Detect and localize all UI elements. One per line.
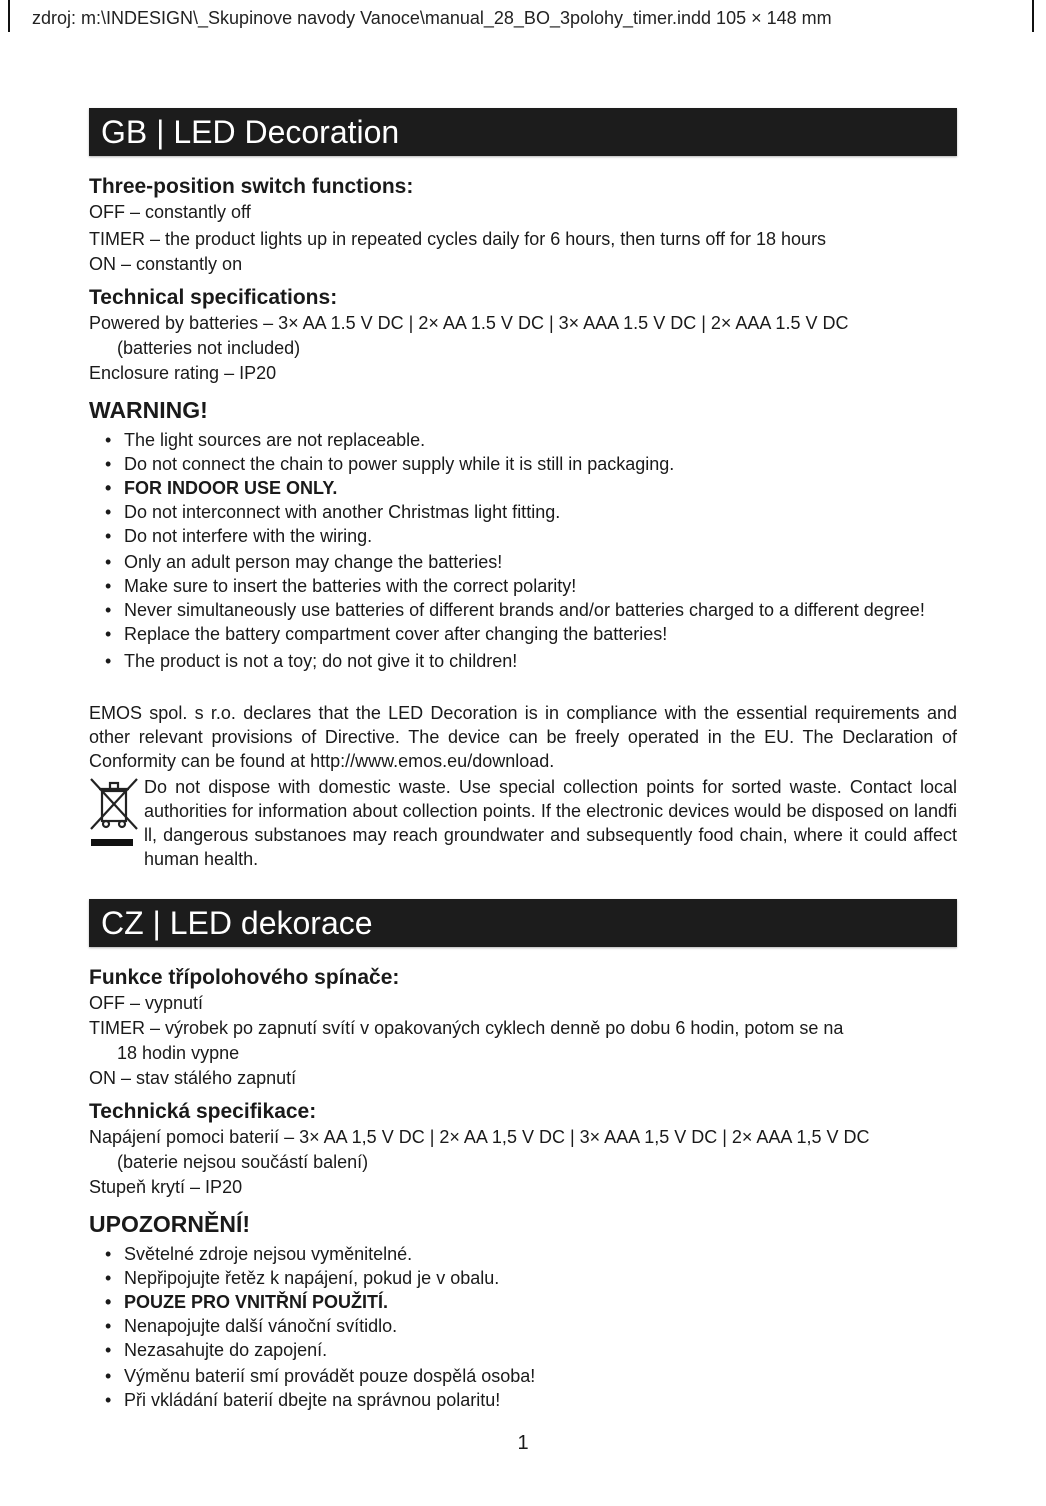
cz-spec-rating: Stupeň krytí – IP20 [89,1177,243,1197]
gb-switch-off: OFF – constantly off [89,202,251,222]
list-item: • POUZE PRO VNITŘNÍ POUŽITÍ. [89,1290,957,1314]
gb-disposal-block [89,775,957,871]
cz-warning-heading: UPOZORNĚNÍ! [89,1211,250,1237]
cz-section-title: CZ | LED dekorace [89,899,957,947]
print-header [0,0,1046,40]
gb-declaration: EMOS spol. s r.o. declares that the LED Decoration is in compliance with the essential requirements and other relevant provisions of Directive. The device can be freely operated in the EU. The Declaration of Conformity can be found at http://www.emos.eu/download. [89,703,957,771]
list-item: • Světelné zdroje nejsou vyměnitelné. [89,1242,957,1266]
gb-switch-on: ON – constantly on [89,254,243,274]
cz-switch-timer: TIMER – výrobek po zapnutí svítí v opakovaných cyklech denně po dobu 6 hodin, potom se na [89,1018,844,1038]
list-item: • Nezasahujte do zapojení. [89,1338,957,1362]
gb-spec-power: Powered by batteries – 3× AA 1.5 V DC | 2× AA 1.5 V DC | 3× AAA 1.5 V DC | 2× AAA 1.5 V DC [89,313,849,333]
gb-warning-heading: WARNING! [89,397,208,423]
cz-warning-list [89,1242,957,1412]
list-item: • Při vkládání baterií dbejte na správnou polaritu! [89,1388,957,1412]
cz-section [89,899,957,1412]
cz-switch-timer-cont: 18 hodin vypne [117,1043,240,1063]
crop-mark-left [8,0,10,32]
page-number: 1 [517,1432,529,1454]
list-item: • Replace the battery compartment cover after changing the batteries! [89,622,957,646]
crop-mark-right [1032,0,1034,32]
gb-disposal-text: Do not dispose with domestic waste. Use special collection points for sorted waste. Contact local authorities for information about collection points. If the electronic devices would be disposed on landfi ll, dangerous substanoes may reach groundwater and subsequently food chain, where it could affect human health. [144,777,957,869]
list-item: • Výměnu baterií smí provádět pouze dospělá osoba! [89,1364,957,1388]
list-item: • The light sources are not replaceable. [89,428,957,452]
gb-warning-list [89,428,957,673]
list-item: • Only an adult person may change the batteries! [89,550,957,574]
list-item: • Do not connect the chain to power supply while it is still in packaging. [89,452,957,476]
manual-page [89,108,957,1412]
list-item: • FOR INDOOR USE ONLY. [89,476,957,500]
list-item: • Never simultaneously use batteries of different brands and/or batteries charged to a different degree! [89,598,957,622]
list-item: • The product is not a toy; do not give it to children! [89,649,957,673]
cz-spec-power: Napájení pomoci baterií – 3× AA 1,5 V DC | 2× AA 1,5 V DC | 3× AAA 1,5 V DC | 2× AAA 1,5 V DC [89,1127,870,1147]
gb-section-title: GB | LED Decoration [89,108,957,156]
gb-spec-power-note: (batteries not included) [117,338,301,358]
gb-spec-rating: Enclosure rating – IP20 [89,363,277,383]
list-item: • Do not interconnect with another Christmas light fitting. [89,500,957,524]
source-file-line: zdroj: m:\INDESIGN\_Skupinove navody Vanoce\manual_28_BO_3polohy_timer.indd 105 × 148 mm [32,8,832,28]
gb-section [89,108,957,871]
cz-switch-on: ON – stav stálého zapnutí [89,1068,297,1088]
list-item: • Nenapojujte další vánoční svítidlo. [89,1314,957,1338]
gb-switch-timer: TIMER – the product lights up in repeated cycles daily for 6 hours, then turns off for 18 hours [89,229,827,249]
list-item: • Nepřipojujte řetěz k napájení, pokud je v obalu. [89,1266,957,1290]
gb-switch-heading: Three-position switch functions: [89,175,414,198]
cz-switch-heading: Funkce třípolohového spínače: [89,966,400,989]
cz-switch-off: OFF – vypnutí [89,993,204,1013]
list-item: • Do not interfere with the wiring. [89,524,957,548]
cz-spec-power-note: (baterie nejsou součástí balení) [117,1152,369,1172]
list-item: • Make sure to insert the batteries with the correct polarity! [89,574,957,598]
cz-spec-heading: Technická specifikace: [89,1100,317,1123]
crossed-out-bin-icon [89,775,141,849]
gb-spec-heading: Technical specifications: [89,286,338,309]
